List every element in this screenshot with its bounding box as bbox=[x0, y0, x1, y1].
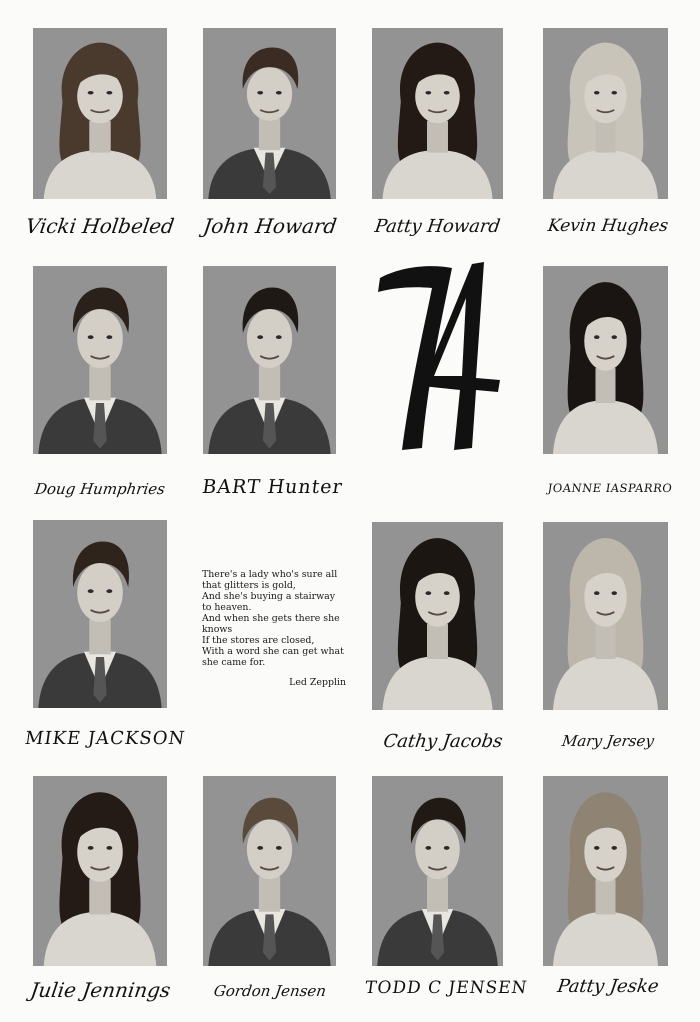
portrait-photo bbox=[203, 266, 336, 454]
portrait-silhouette bbox=[33, 776, 167, 966]
signature: BART Hunter bbox=[200, 476, 345, 498]
poem-attribution: Led Zepplin bbox=[289, 677, 346, 688]
signature: Julie Jennings bbox=[28, 978, 173, 1002]
signature: TODD C JENSEN bbox=[363, 978, 529, 998]
portrait-silhouette bbox=[203, 266, 336, 454]
signature: Mary Jersey bbox=[560, 732, 656, 750]
signature: Patty Howard bbox=[373, 216, 502, 237]
portrait-photo bbox=[33, 266, 167, 454]
signature: JOANNE IASPARRO bbox=[546, 481, 674, 495]
portrait-photo bbox=[33, 520, 167, 708]
portrait-photo bbox=[203, 776, 336, 966]
signature: MIKE JACKSON bbox=[23, 728, 187, 749]
portrait-silhouette bbox=[372, 28, 503, 199]
portrait-photo bbox=[33, 776, 167, 966]
portrait-photo bbox=[543, 266, 668, 454]
portrait-silhouette bbox=[543, 28, 668, 199]
portrait-silhouette bbox=[33, 520, 167, 708]
portrait-silhouette bbox=[33, 266, 167, 454]
signature: John Howard bbox=[201, 214, 339, 238]
portrait-silhouette bbox=[543, 266, 668, 454]
portrait-silhouette bbox=[543, 776, 668, 966]
portrait-photo bbox=[203, 28, 336, 199]
portrait-silhouette bbox=[372, 522, 503, 710]
portrait-silhouette bbox=[33, 28, 167, 199]
portrait-photo bbox=[372, 28, 503, 199]
signature: Doug Humphries bbox=[33, 480, 167, 498]
portrait-photo bbox=[372, 776, 503, 966]
signature: Patty Jeske bbox=[555, 976, 661, 997]
portrait-silhouette bbox=[543, 522, 668, 710]
portrait-silhouette bbox=[203, 28, 336, 199]
signature: Gordon Jensen bbox=[212, 982, 328, 1000]
signature: Cathy Jacobs bbox=[382, 731, 504, 752]
signature: Kevin Hughes bbox=[546, 216, 670, 236]
class-year-74-mark bbox=[372, 258, 504, 458]
portrait-photo bbox=[543, 522, 668, 710]
signature: Vicki Holbeled bbox=[24, 214, 176, 238]
portrait-photo bbox=[543, 28, 668, 199]
portrait-silhouette bbox=[372, 776, 503, 966]
portrait-photo bbox=[543, 776, 668, 966]
poem-quote: There's a lady who's sure all that glitters is gold, And she's buying a stairway to heaven. And when she gets there she knows If the stores are closed, With a word she can get what she came for. Led Zepplin bbox=[202, 569, 354, 688]
portrait-silhouette bbox=[203, 776, 336, 966]
portrait-photo bbox=[372, 522, 503, 710]
portrait-photo bbox=[33, 28, 167, 199]
